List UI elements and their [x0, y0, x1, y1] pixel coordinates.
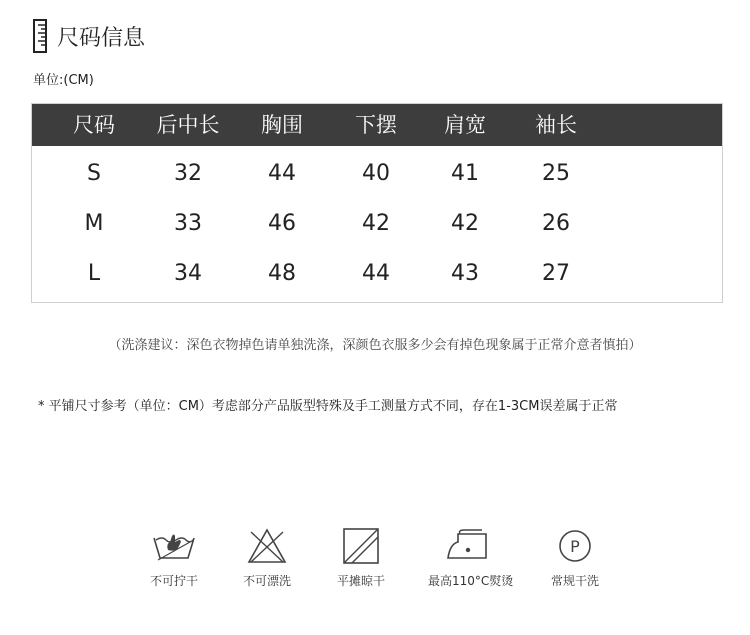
care-item-no-bleach: [227, 528, 307, 589]
size-table: [31, 103, 723, 303]
table-cell: S: [87, 161, 101, 186]
table-cell: 48: [268, 261, 296, 286]
care-label: 最高110°C熨烫: [428, 574, 514, 588]
table-cell: 26: [542, 211, 570, 236]
no-bleach-icon: [247, 528, 287, 564]
table-cell: 42: [362, 211, 390, 236]
table-cell: 40: [362, 161, 390, 186]
section-header: [33, 18, 145, 54]
iron-110-icon: [446, 528, 490, 564]
care-label: 常规干洗: [550, 574, 599, 588]
header-chest: 胸围: [261, 113, 303, 137]
table-cell: 46: [268, 211, 296, 236]
table-row: [32, 196, 722, 246]
svg-text:P: P: [570, 537, 580, 556]
table-row: [32, 246, 722, 296]
dry-clean-p-icon: [557, 528, 593, 564]
header-back-length: 后中长: [156, 113, 220, 137]
table-cell: 41: [451, 161, 479, 186]
header-hem: 下摆: [355, 113, 397, 137]
table-cell: 25: [542, 161, 570, 186]
dry-flat-icon: [342, 528, 380, 564]
table-cell: 32: [174, 161, 202, 186]
header-sleeve: 袖长: [535, 113, 577, 137]
table-cell: L: [87, 261, 101, 286]
table-cell: 43: [451, 261, 479, 286]
wash-advice-note: （洗涤建议：深色衣物掉色请单独洗涤，深颜色衣服多少会有掉色现象属于正常介意者慎拍）: [108, 338, 642, 353]
care-item-iron: [428, 528, 514, 589]
table-cell: 44: [362, 261, 390, 286]
table-header-row: [32, 104, 722, 146]
unit-label: 单位:(CM): [33, 73, 94, 88]
table-cell: 27: [542, 261, 570, 286]
table-cell: 42: [451, 211, 479, 236]
table-cell: M: [84, 211, 104, 236]
header-shoulder: 肩宽: [444, 113, 486, 137]
table-row: [32, 146, 722, 196]
care-label: 平摊晾干: [336, 574, 385, 588]
hand-wash-no-wring-icon: [152, 528, 196, 564]
page-title: 尺码信息: [57, 25, 146, 51]
table-cell: 44: [268, 161, 296, 186]
measurement-note: * 平铺尺寸参考（单位：CM）考虑部分产品版型特殊及手工测量方式不同，存在1-3CM误差属于正常: [38, 399, 618, 414]
care-label: 不可拧干: [149, 574, 198, 588]
header-size: 尺码: [73, 113, 115, 137]
care-item-dry-clean: [535, 528, 615, 589]
care-item-dry-flat: [321, 528, 401, 589]
ruler-icon: [33, 19, 47, 53]
care-label: 不可漂洗: [242, 574, 291, 588]
table-cell: 34: [174, 261, 202, 286]
table-cell: 33: [174, 211, 202, 236]
care-item-no-wring: [134, 528, 214, 589]
